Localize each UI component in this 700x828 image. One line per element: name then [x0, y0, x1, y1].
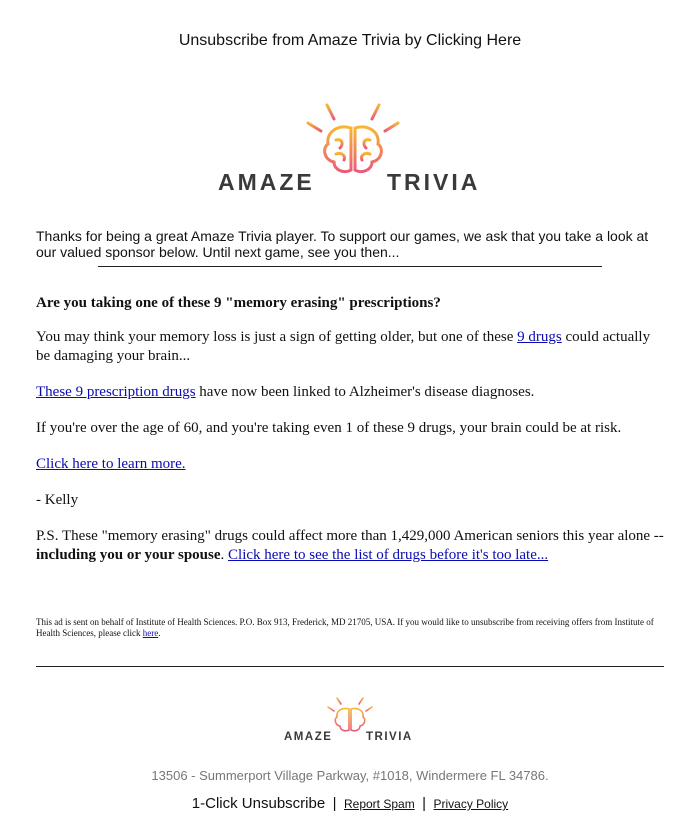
ad-paragraph-3: If you're over the age of 60, and you're taking even 1 of these 9 drugs, your brain could be at risk.	[36, 420, 622, 436]
report-spam-link[interactable]: Report Spam	[343, 797, 415, 811]
logo-text-amaze-small: AMAZE	[284, 731, 333, 743]
footer-separator: |	[332, 795, 337, 812]
ad-postscript: P.S. These "memory erasing" drugs could affect more than 1,429,000 American seniors this year alone -- including you or your spouse. Click here to see the list of drugs before it's too late...	[36, 528, 664, 563]
ad-signature: - Kelly	[36, 492, 79, 508]
ad-headline: Are you taking one of these 9 "memory erasing" prescriptions?	[36, 295, 441, 311]
ad-paragraph-1: You may think your memory loss is just a sign of getting older, but one of these 9 drugs could actually be damaging your brain...	[36, 329, 651, 364]
logo-text-trivia: TRIVIA	[387, 169, 481, 195]
footer-address: 13506 - Summerport Village Parkway, #1018, Windermere FL 34786.	[151, 768, 549, 783]
footer-separator: |	[422, 795, 427, 812]
divider	[98, 266, 602, 267]
footer-divider	[36, 666, 664, 667]
amaze-trivia-logo	[210, 88, 490, 208]
ad-paragraph-2: These 9 prescription drugs have now been linked to Alzheimer's disease diagnoses.	[36, 384, 535, 400]
one-click-unsubscribe-link[interactable]: 1-Click Unsubscribe	[191, 795, 326, 812]
privacy-policy-link[interactable]: Privacy Policy	[433, 797, 509, 811]
amaze-trivia-logo-small	[280, 690, 420, 750]
ad-paragraph-4	[36, 455, 666, 474]
logo-text-amaze: AMAZE	[218, 169, 315, 195]
drug-list-link[interactable]: Click here to see the list of drugs before it's too late...	[228, 547, 549, 563]
advertiser-unsubscribe-link[interactable]: here	[142, 628, 159, 638]
prescription-drugs-link[interactable]: These 9 prescription drugs	[36, 384, 196, 400]
ad-disclaimer: This ad is sent on behalf of Institute of Health Sciences. P.O. Box 913, Frederick, MD 21705, USA. If you would like to unsubscribe from receiving offers from Institute of Health Sciences, please click here.	[36, 617, 654, 638]
nine-drugs-link[interactable]: 9 drugs	[517, 329, 562, 345]
intro-message: Thanks for being a great Amaze Trivia player. To support our games, we ask that you take a look at our valued sponsor below. Until next game, see you then...	[36, 228, 649, 260]
learn-more-link[interactable]: Click here to learn more.	[36, 456, 186, 472]
unsubscribe-top-link[interactable]: Unsubscribe from Amaze Trivia by Clicking Here	[178, 32, 522, 49]
footer-links	[0, 795, 700, 813]
logo-text-trivia-small: TRIVIA	[366, 731, 413, 743]
sponsor-ad	[36, 294, 666, 582]
